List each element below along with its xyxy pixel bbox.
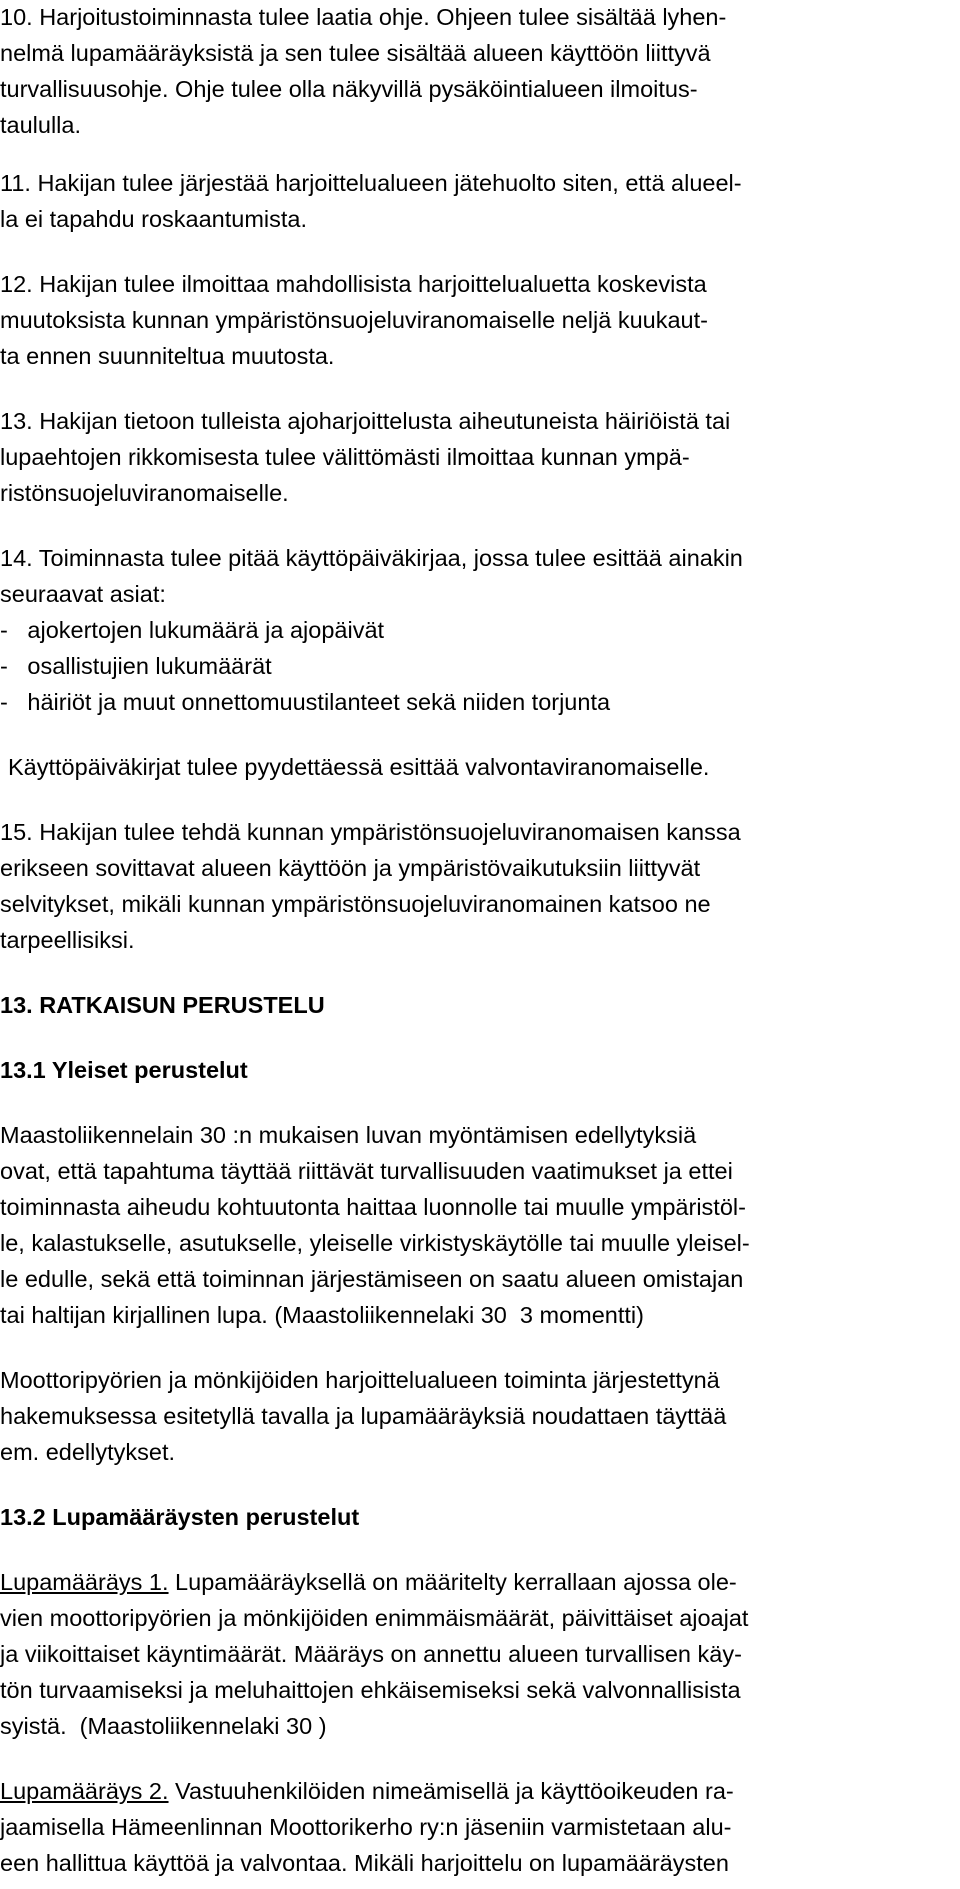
paragraph-1-line-6: tai haltijan kirjallinen lupa. (Maastoliikennelaki 30 3 momentti) bbox=[0, 1301, 644, 1328]
item-13-line-1: 13. Hakijan tietoon tulleista ajoharjoittelusta aiheutuneista häiriöistä tai bbox=[0, 407, 731, 434]
regulation-1-label: Lupamääräys 1. bbox=[0, 1568, 169, 1595]
item-15-line-3: selvitykset, mikäli kunnan ympäristönsuojeluviranomainen katsoo ne bbox=[0, 890, 711, 917]
item-15-line-1: 15. Hakijan tulee tehdä kunnan ympäristönsuojeluviranomaisen kanssa bbox=[0, 818, 741, 845]
item-14-bullet-2: - osallistujien lukumäärät bbox=[0, 652, 272, 679]
item-15-line-2: erikseen sovittavat alueen käyttöön ja ympäristövaikutuksiin liittyvät bbox=[0, 854, 701, 881]
item-14-line-1: 14. Toiminnasta tulee pitää käyttöpäiväkirjaa, jossa tulee esittää ainakin bbox=[0, 544, 743, 571]
item-13-line-3: ristönsuojeluviranomaiselle. bbox=[0, 479, 289, 506]
paragraph-1-line-4: le, kalastukselle, asutukselle, yleiselle virkistyskäytölle tai muulle yleisel- bbox=[0, 1229, 750, 1256]
item-10-line-2: nelmä lupamääräyksistä ja sen tulee sisältää alueen käyttöön liittyvä bbox=[0, 40, 711, 67]
item-12-line-3: ta ennen suunniteltua muutosta. bbox=[0, 342, 335, 369]
regulation-1-line-1 bbox=[0, 1565, 737, 1600]
section-heading-13: 13. RATKAISUN PERUSTELU bbox=[0, 991, 325, 1018]
regulation-1-line-2: vien moottoripyörien ja mönkijöiden enimmäismäärät, päivittäiset ajoajat bbox=[0, 1604, 749, 1631]
paragraph-2-line-1: Moottoripyörien ja mönkijöiden harjoittelualueen toiminta järjestettynä bbox=[0, 1366, 720, 1393]
item-11-line-2: la ei tapahdu roskaantumista. bbox=[0, 205, 307, 232]
item-12-line-2: muutoksista kunnan ympäristönsuojeluviranomaiselle neljä kuukaut- bbox=[0, 306, 708, 333]
item-10-line-3: turvallisuusohje. Ohje tulee olla näkyvillä pysäköintialueen ilmoitus- bbox=[0, 76, 698, 103]
regulation-2-label: Lupamääräys 2. bbox=[0, 1777, 169, 1804]
item-12-line-1: 12. Hakijan tulee ilmoittaa mahdollisista harjoittelualuetta koskevista bbox=[0, 270, 707, 297]
paragraph-2-line-3: em. edellytykset. bbox=[0, 1438, 176, 1465]
regulation-1-line-4: tön turvaamiseksi ja meluhaittojen ehkäisemiseksi sekä valvonnallisista bbox=[0, 1676, 741, 1703]
paragraph-1-line-3: toiminnasta aiheudu kohtuutonta haittaa luonnolle tai muulle ympäristöl- bbox=[0, 1193, 746, 1220]
item-14-line-2: seuraavat asiat: bbox=[0, 580, 166, 607]
paragraph-1-line-1: Maastoliikennelain 30 :n mukaisen luvan myöntämisen edellytyksiä bbox=[0, 1121, 697, 1148]
regulation-2-line-3: een hallittua käyttöä ja valvontaa. Mikäli harjoittelu on lupamääräysten bbox=[0, 1850, 729, 1876]
regulation-2-text: Vastuuhenkilöiden nimeämisellä ja käyttöoikeuden ra- bbox=[168, 1777, 734, 1804]
regulation-1-line-3: ja viikoittaiset käyntimäärät. Määräys on annettu alueen turvallisen käy- bbox=[0, 1640, 742, 1667]
regulation-1-text: Lupamääräyksellä on määritelty kerrallaan ajossa ole- bbox=[168, 1568, 737, 1595]
subsection-heading-13-2: 13.2 Lupamääräysten perustelut bbox=[0, 1503, 360, 1530]
paragraph-2-line-2: hakemuksessa esitetyllä tavalla ja lupamääräyksiä noudattaen täyttää bbox=[0, 1402, 727, 1429]
item-14-bullet-1: - ajokertojen lukumäärä ja ajopäivät bbox=[0, 616, 385, 643]
paragraph-1-line-2: ovat, että tapahtuma täyttää riittävät turvallisuuden vaatimukset ja ettei bbox=[0, 1157, 733, 1184]
item-14-note: Käyttöpäiväkirjat tulee pyydettäessä esittää valvontaviranomaiselle. bbox=[8, 753, 710, 780]
regulation-2-line-1 bbox=[0, 1774, 734, 1809]
regulation-2-line-2: jaamisella Hämeenlinnan Moottorikerho ry:n jäseniin varmistetaan alu- bbox=[0, 1813, 732, 1840]
item-13-line-2: lupaehtojen rikkomisesta tulee välittömästi ilmoittaa kunnan ympä- bbox=[0, 443, 690, 470]
item-10-line-4: taululla. bbox=[0, 112, 81, 139]
subsection-heading-13-1: 13.1 Yleiset perustelut bbox=[0, 1056, 248, 1083]
item-15-line-4: tarpeellisiksi. bbox=[0, 927, 135, 953]
regulation-1-line-5: syistä. (Maastoliikennelaki 30 ) bbox=[0, 1712, 327, 1739]
item-11-line-1: 11. Hakijan tulee järjestää harjoittelualueen jätehuolto siten, että alueel- bbox=[0, 169, 742, 196]
paragraph-1-line-5: le edulle, sekä että toiminnan järjestämiseen on saatu alueen omistajan bbox=[0, 1265, 744, 1292]
item-10-line-1: 10. Harjoitustoiminnasta tulee laatia ohje. Ohjeen tulee sisältää lyhen- bbox=[0, 4, 727, 30]
item-14-bullet-3: - häiriöt ja muut onnettomuustilanteet sekä niiden torjunta bbox=[0, 689, 611, 716]
